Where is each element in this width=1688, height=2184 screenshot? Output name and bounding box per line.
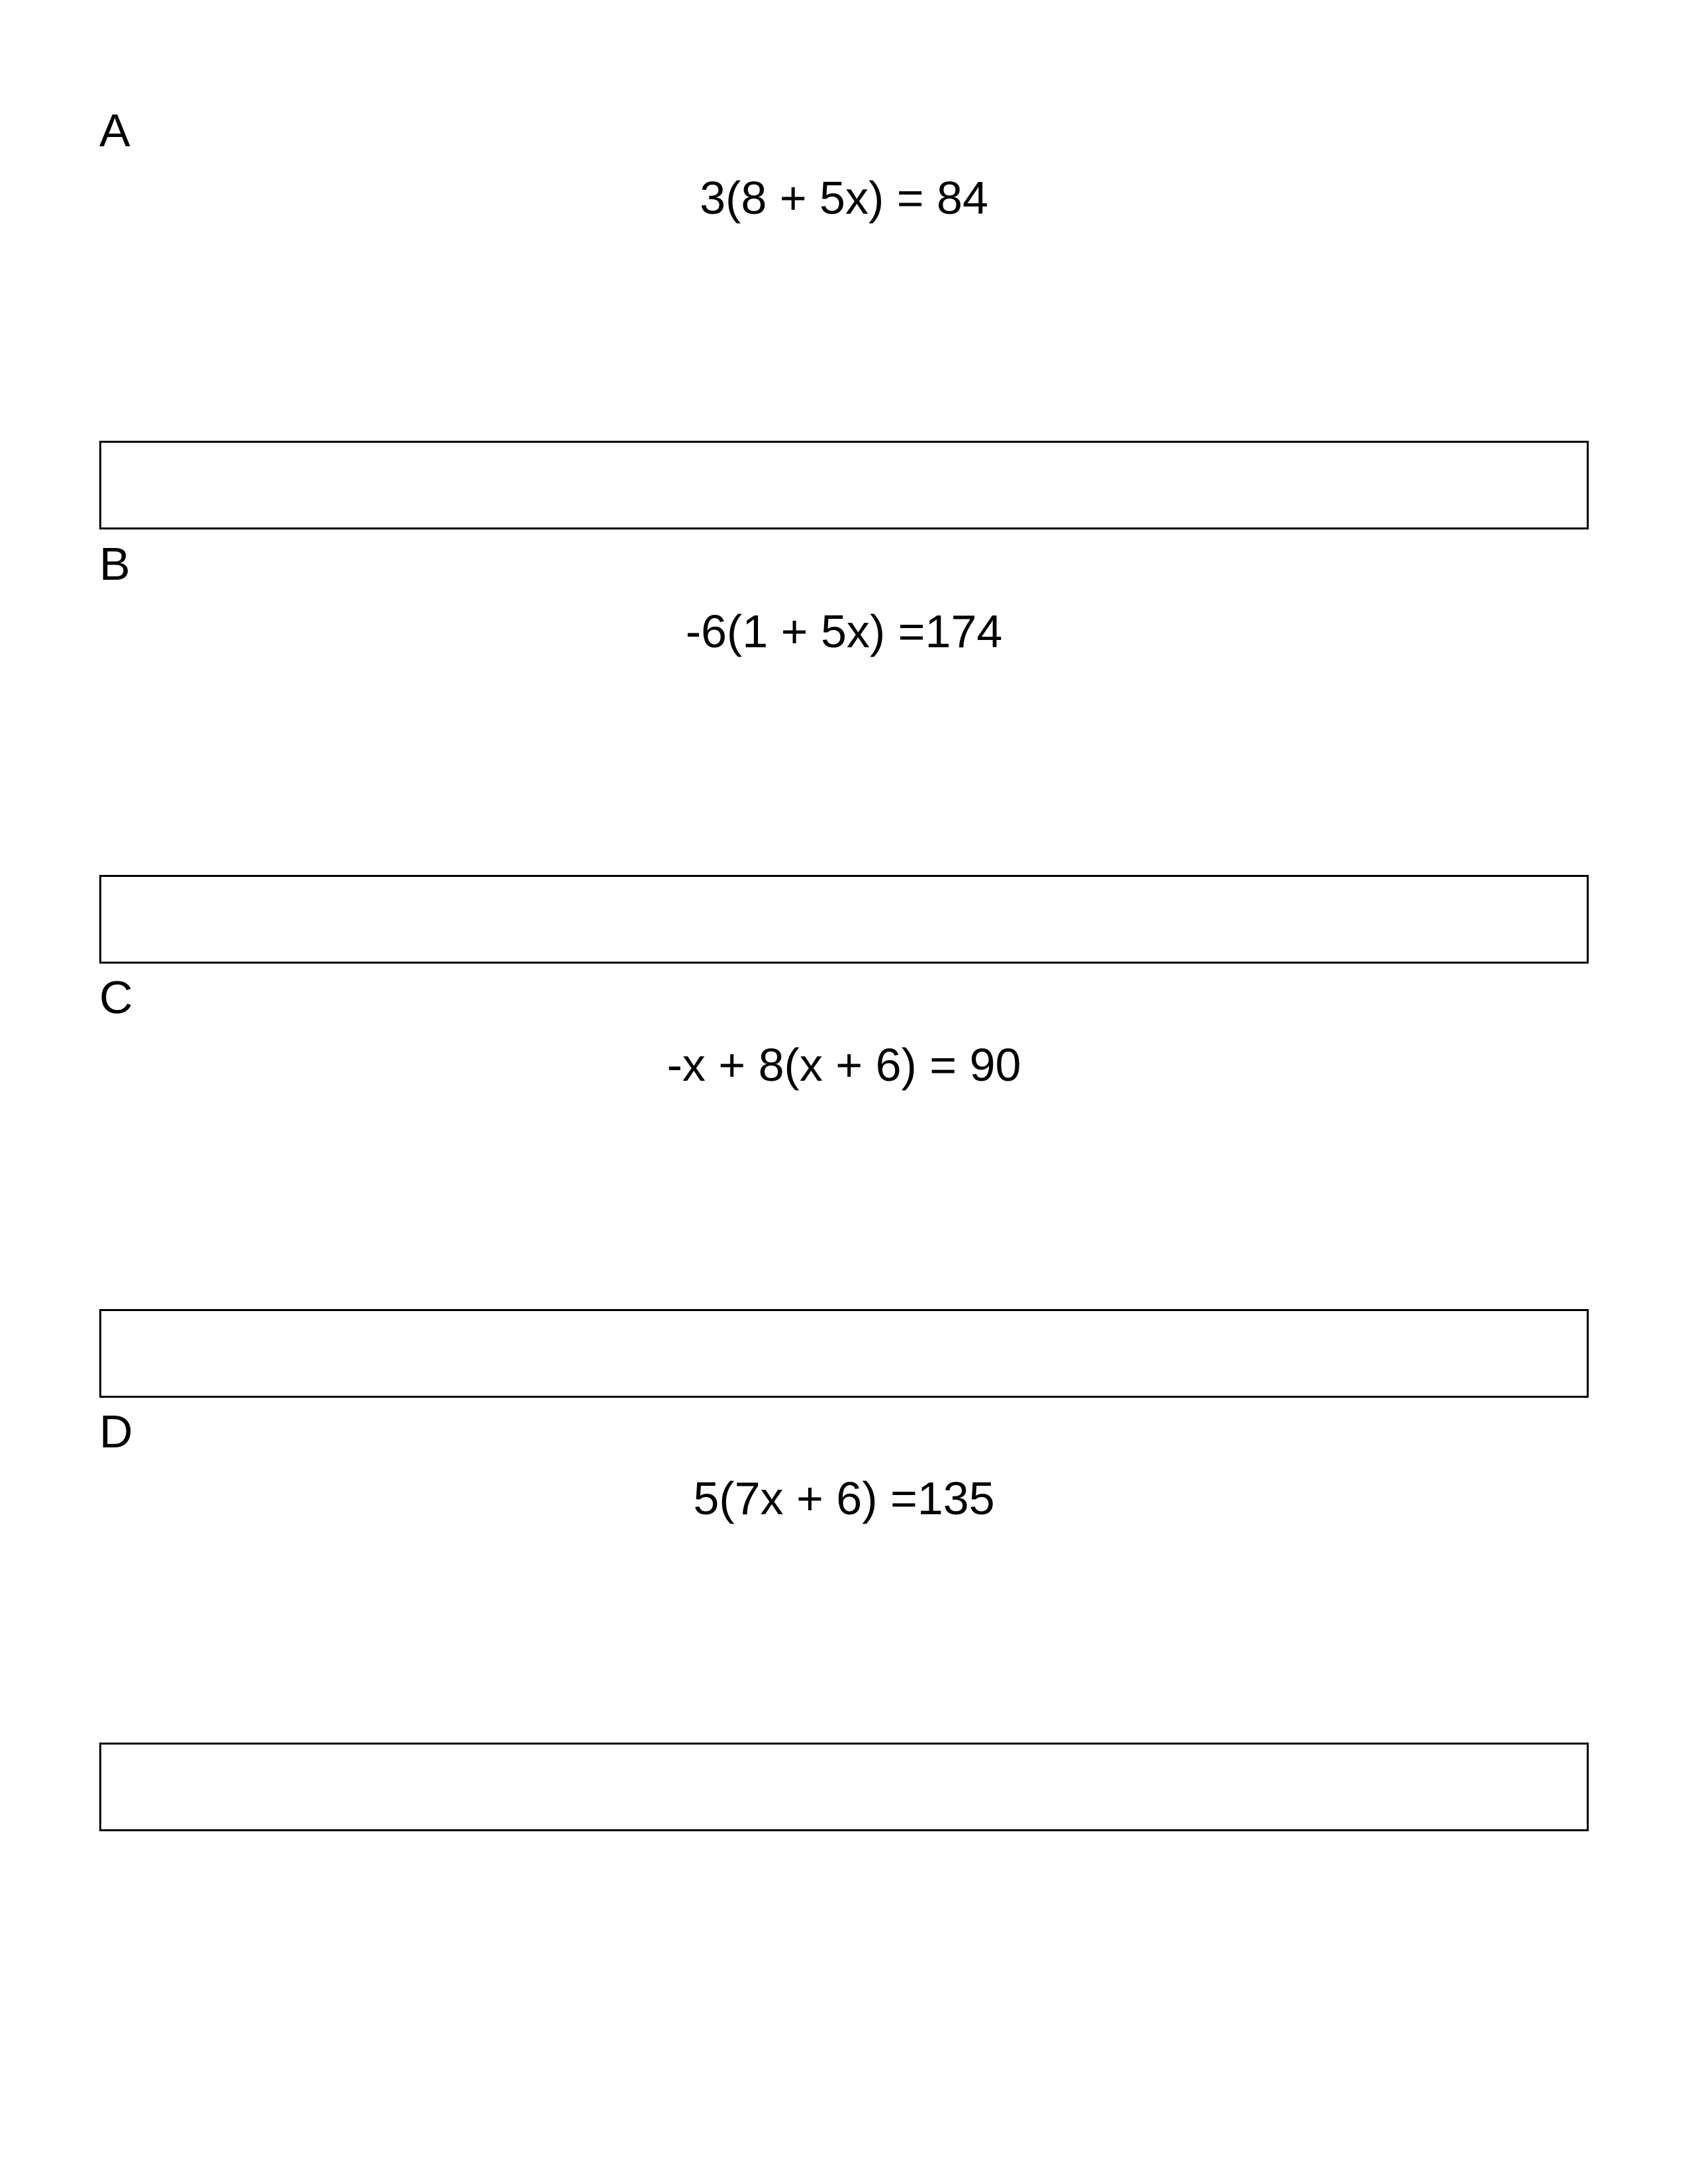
answer-box-c[interactable] bbox=[99, 1309, 1589, 1398]
problem-label-c: C bbox=[99, 972, 133, 1023]
answer-box-a[interactable] bbox=[99, 441, 1589, 529]
equation-b: -6(1 + 5x) =174 bbox=[685, 606, 1003, 657]
equation-d: 5(7x + 6) =135 bbox=[693, 1473, 995, 1524]
problem-label-a: A bbox=[99, 105, 130, 156]
equation-a: 3(8 + 5x) = 84 bbox=[700, 172, 988, 224]
equation-c: -x + 8(x + 6) = 90 bbox=[667, 1039, 1021, 1091]
answer-box-b[interactable] bbox=[99, 875, 1589, 964]
answer-box-d[interactable] bbox=[99, 1743, 1589, 1831]
problem-label-b: B bbox=[99, 538, 130, 590]
problem-label-d: D bbox=[99, 1406, 133, 1457]
